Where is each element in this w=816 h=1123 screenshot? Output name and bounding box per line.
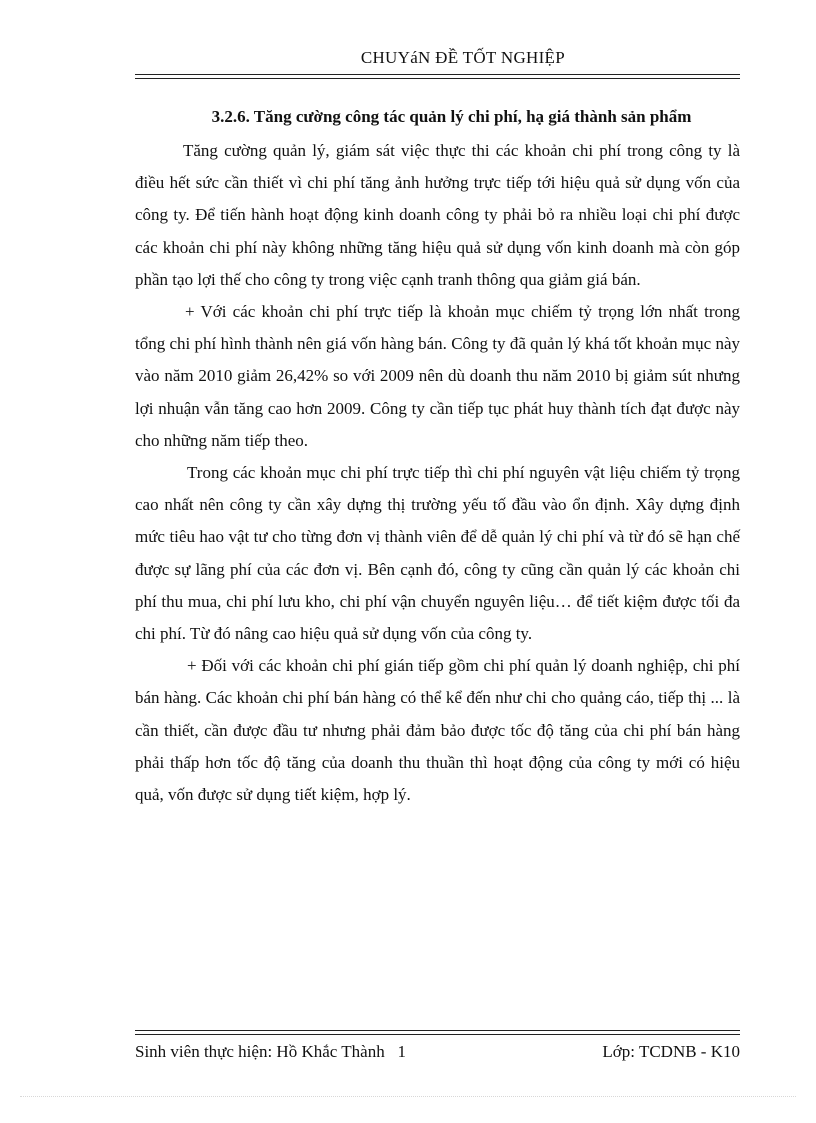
section-heading: 3.2.6. Tăng cường công tác quản lý chi phí, hạ giá thành sản phẩm [211, 107, 692, 126]
paragraph: Trong các khoản mục chi phí trực tiếp thì chi phí nguyên vật liệu chiếm tỷ trọng cao nhất nên công ty cần xây dựng thị trường yếu tố đầu vào ổn định. Xây dựng định mức tiêu hao vật tư cho từng đơn vị thành viên để dễ quản lý chi phí và từ đó sẽ hạn chế được sự lãng phí của các đơn vị. Bên cạnh đó, công ty cũng cần quản lý các khoản chi phí thu mua, chi phí lưu kho, chi phí vận chuyển nguyên liệu… để tiết kiệm được tối đa chi phí. Từ đó nâng cao hiệu quả sử dụng vốn của công ty. [135, 463, 740, 644]
page-edge-dots [20, 1096, 796, 1097]
footer-left [135, 1042, 406, 1062]
page-footer [135, 1042, 740, 1062]
paragraph: + Đối với các khoản chi phí gián tiếp gồm chi phí quản lý doanh nghiệp, chi phí bán hàng. Các khoản chi phí bán hàng có thể kể đến như chi cho quảng cáo, tiếp thị ... là cần thiết, cần được đầu tư nhưng phải đảm bảo được tốc độ tăng của chi phí bán hàng phải thấp hơn tốc độ tăng của doanh thu thuần thì hoạt động của công ty mới có hiệu quả, vốn được sử dụng tiết kiệm, hợp lý. [135, 656, 740, 805]
footer-student: Sinh viên thực hiện: Hồ Khắc Thành [135, 1042, 385, 1061]
page-header [135, 48, 740, 68]
footer-rule [135, 1030, 740, 1035]
footer-class: Lớp: TCDNB - K10 [602, 1042, 740, 1061]
body-content [135, 105, 740, 811]
header-rule [135, 74, 740, 79]
paragraph: Tăng cường quản lý, giám sát việc thực thi các khoản chi phí trong công ty là điều hết sức cần thiết vì chi phí tăng ảnh hưởng trực tiếp tới hiệu quả sử dụng vốn của công ty. Để tiến hành hoạt động kinh doanh công ty phải bỏ ra nhiều loại chi phí được các khoản chi phí này không những tăng hiệu quả sử dụng vốn kinh doanh mà còn góp phần tạo lợi thế cho công ty trong việc cạnh tranh thông qua giảm giá bán. [135, 141, 740, 289]
header-title: CHUYáN ĐỀ TỐT NGHIỆP [360, 48, 565, 67]
paragraph: + Với các khoản chi phí trực tiếp là khoản mục chiếm tỷ trọng lớn nhất trong tổng chi phí hình thành nên giá vốn hàng bán. Công ty đã quản lý khá tốt khoản mục này vào năm 2010 giảm 26,42% so với 2009 nên dù doanh thu năm 2010 bị giảm sút nhưng lợi nhuận vẫn tăng cao hơn 2009. Công ty cần tiếp tục phát huy thành tích đạt được này cho những năm tiếp theo. [135, 302, 740, 450]
page-number: 1 [397, 1042, 406, 1061]
